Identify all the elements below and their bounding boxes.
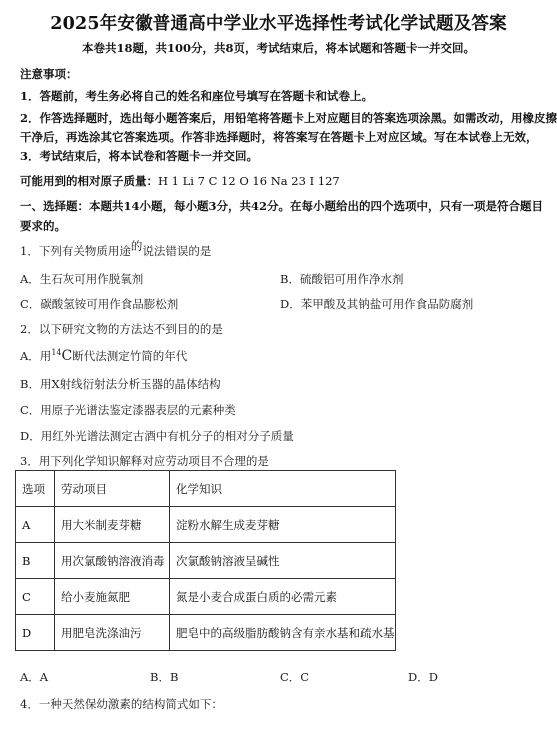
exam-subtitle: 本卷共18题，共100分，共8页，考试结束后，将本试题和答题卡一并交回。 [81,41,475,55]
question-1-option-d: D．苯甲酸及其钠盐可用作食品防腐剂 [280,297,474,311]
question-3-option-c: C．C [280,670,310,684]
question-1-stem-part1: 1．下列有关物质用途 [20,244,131,258]
table-cell: 用肥皂洗涤油污 [55,615,170,651]
table-header-cell: 化学知识 [170,471,396,507]
question-2-option-d: D．用红外光谱法测定古酒中有机分子的相对分子质量 [20,429,294,443]
table-cell: 淀粉水解生成麦芽糖 [170,507,396,543]
page-title: 2025年安徽普通高中学业水平选择性考试化学试题及答案 [50,14,507,34]
table-cell: 给小麦施氮肥 [55,579,170,615]
table-cell: 用次氯酸钠溶液消毒 [55,543,170,579]
question-2-option-a-prefix: A．用 [20,349,52,363]
table-cell: 用大米制麦芽糖 [55,507,170,543]
question-1-stem-mark: 的 [130,239,143,253]
table-cell: C [16,579,55,615]
carbon-symbol: C [61,348,73,364]
atomic-masses-values: H 1 Li 7 C 12 O 16 Na 23 I 127 [158,174,340,188]
question-1-option-b: B．硫酸铝可用作净水剂 [280,272,404,286]
question-3-option-d: D．D [408,670,438,684]
notice-item-2: 2．作答选择题时，选出每小题答案后，用铅笔将答题卡上对应题目的答案选项涂黑。如需改动，用橡皮擦 [20,111,557,125]
table-cell: B [16,543,55,579]
table-row [16,579,396,615]
question-3-option-b: B．B [150,670,179,684]
table-header-cell: 选项 [16,471,55,507]
question-1-stem [20,239,212,259]
question-4-stem: 4．一种天然保幼激素的结构简式如下： [20,697,223,711]
question-3-stem: 3．用下列化学知识解释对应劳动项目不合理的是 [20,454,269,468]
notice-item-2-continued: 干净后，再选涂其它答案选项。作答非选择题时，将答案写在答题卡上对应区域。写在本试卷上无效， [20,130,538,144]
table-cell: A [16,507,55,543]
question-3-table [15,470,396,651]
table-row [16,507,396,543]
question-2-stem: 2．以下研究文物的方法达不到目的的是 [20,322,223,336]
table-cell: D [16,615,55,651]
table-header-cell: 劳动项目 [55,471,170,507]
section-1-heading-continued: 要求的。 [20,219,66,233]
question-1-option-c: C．碳酸氢铵可用作食品膨松剂 [20,297,179,311]
notice-item-1: 1．答题前，考生务必将自己的姓名和座位号填写在答题卡和试卷上。 [20,89,373,103]
question-3-option-a: A．A [20,670,49,684]
notice-heading: 注意事项： [20,67,78,81]
table-row [16,615,396,651]
question-2-option-c: C．用原子光谱法鉴定漆器表层的元素种类 [20,403,236,417]
question-1-stem-part2: 说法错误的是 [142,244,212,258]
atomic-masses [20,173,340,189]
question-1-option-a: A．生石灰可用作脱氧剂 [20,272,144,286]
notice-item-3: 3．考试结束后，将本试卷和答题卡一并交回。 [20,149,258,163]
question-2-option-a [20,348,187,364]
table-row [16,543,396,579]
question-2-option-a-suffix: 断代法测定竹简的年代 [72,349,188,363]
question-2-option-b: B．用X射线衍射法分析玉器的晶体结构 [20,377,221,391]
table-cell: 肥皂中的高级脂肪酸钠含有亲水基和疏水基 [170,615,396,651]
table-cell: 次氯酸钠溶液呈碱性 [170,543,396,579]
section-1-heading: 一、选择题：本题共14小题，每小题3分，共42分。在每小题给出的四个选项中，只有一项是符合题目 [20,199,544,213]
isotope-mass-number: 14 [51,348,62,358]
table-cell: 氮是小麦合成蛋白质的必需元素 [170,579,396,615]
atomic-masses-label: 可能用到的相对原子质量： [20,174,158,188]
table-header-row [16,471,396,507]
